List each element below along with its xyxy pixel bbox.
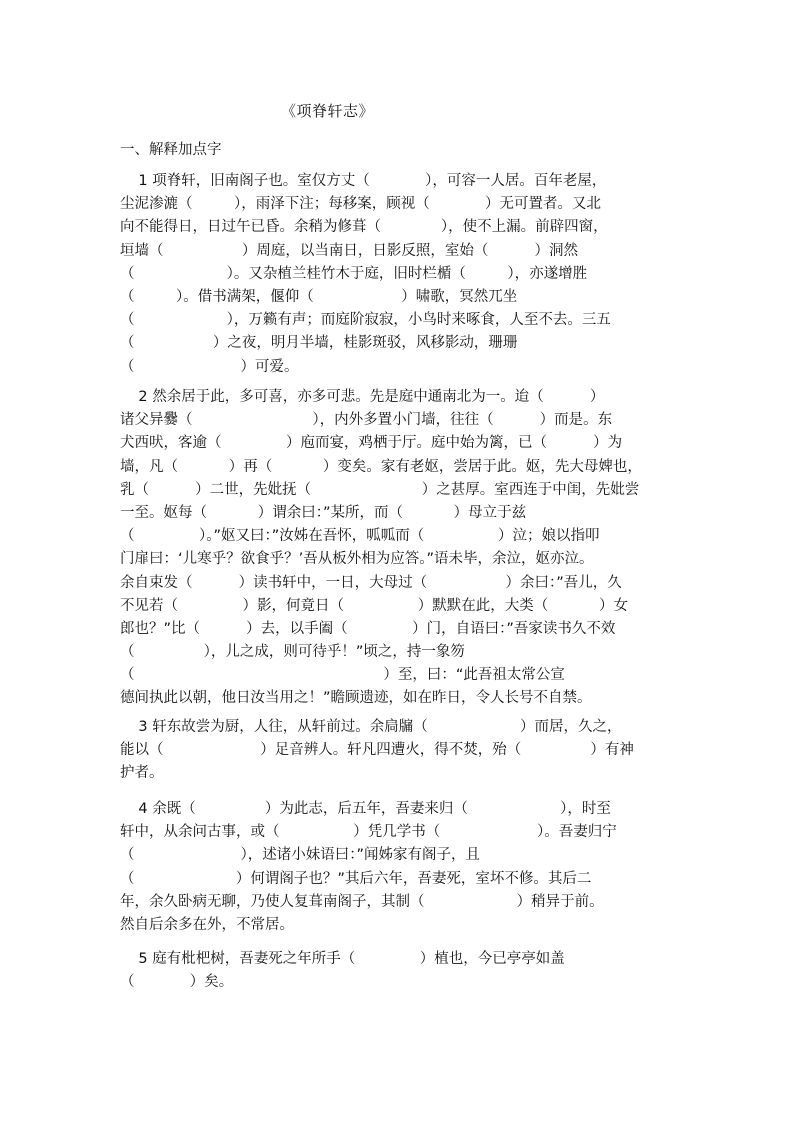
paragraph-line: （ ）至，曰：“此吾祖太常公宣 bbox=[120, 667, 565, 684]
section-heading: 一、解释加点字 bbox=[120, 142, 222, 158]
paragraph-line: （ ）何谓阁子也？”其后六年，吾妻死，室坏不修。其后二 bbox=[120, 870, 592, 887]
paragraph-line: （ ），儿之成，则可待乎！”顷之，持一象笏 bbox=[120, 644, 465, 661]
paragraph-line: 墙，凡（ ）再（ ）变矣。家有老妪，尝居于此。妪，先大母婢也， bbox=[120, 458, 642, 475]
paragraph-line: 年，余久卧病无聊，乃使人复葺南阁子，其制（ ）稍异于前。 bbox=[120, 893, 604, 910]
paragraph-line: 门扉曰：‘儿寒乎？欲食乎？’吾从板外相为应答。”语未毕，余泣，妪亦泣。 bbox=[120, 551, 594, 568]
paragraph-3 bbox=[120, 716, 700, 786]
paragraph-line: （ ）之夜，明月半墙，桂影斑驳，风移影动，珊珊 bbox=[120, 335, 518, 352]
paragraph-line: 郎也？”比（ ）去，以手阖（ ）门，自语曰：”吾家读书久不效 bbox=[120, 620, 616, 637]
paragraph-line: 德间执此以朝，他日汝当用之！”瞻顾遗迹，如在昨日，令人长号不自禁。 bbox=[120, 690, 592, 707]
paragraph-line: （ ）。又杂植兰桂竹木于庭，旧时栏楯（ ），亦遂增胜 bbox=[120, 265, 588, 282]
document-title: 《项脊轩志》 bbox=[281, 102, 375, 120]
paragraph-line: （ ），万籁有声；而庭阶寂寂，小鸟时来啄食，人至不去。三五 bbox=[120, 312, 611, 329]
paragraph-line: （ ）。借书满架，偃仰（ ）啸歌，冥然兀坐 bbox=[120, 288, 518, 305]
paragraph-line: 轩中，从余问古事，或（ ）凭几学书（ ）。吾妻归宁 bbox=[120, 824, 617, 841]
paragraph-line: 垣墙（ ）周庭，以当南日，日影反照，室始（ ）洞然 bbox=[120, 242, 578, 259]
paragraph-line: 3 轩东故尝为厨，人往，从轩前过。余扃牖（ ）而居，久之， bbox=[120, 719, 622, 735]
paragraph-line: 向不能得日，日过午已昏。余稍为修葺（ ），使不上漏。前辟四窗， bbox=[120, 219, 608, 236]
paragraph-line: 余自束发（ ）读书轩中，一日，大母过（ ）余曰：”吾儿，久 bbox=[120, 574, 622, 591]
paragraph-line: 犬西吠，客逾（ ）庖而宴，鸡栖于厅。庭中始为篱，已（ ）为 bbox=[120, 435, 623, 452]
paragraph-line: （ ）。”妪又曰：”汝姊在吾怀，呱呱而（ ）泣；娘以指叩 bbox=[120, 528, 600, 545]
paragraph-line: 尘泥渗漉（ ），雨泽下注；每移案，顾视（ ）无可置者。又北 bbox=[120, 196, 602, 213]
paragraph-line: 然自后余多在外，不常居。 bbox=[120, 916, 294, 933]
paragraph-line: 5 庭有枇杷树，吾妻死之年所手（ ）植也，今已亭亭如盖 bbox=[120, 951, 565, 967]
paragraph-line: 乳（ ）二世，先妣抚（ ）之甚厚。室西连于中闺，先妣尝 bbox=[120, 481, 640, 498]
paragraph-line: 4 余既（ ）为此志，后五年，吾妻来归（ ），时至 bbox=[120, 801, 611, 817]
paragraph-line: 能以（ ）足音辨人。轩凡四遭火，得不焚，殆（ ）有神 bbox=[120, 742, 634, 759]
paragraph-5 bbox=[120, 948, 700, 994]
paragraph-1 bbox=[120, 170, 700, 379]
paragraph-4 bbox=[120, 798, 700, 937]
paragraph-2 bbox=[120, 386, 700, 711]
paragraph-line: 不见若（ ）影，何竟日（ ）默默在此，大类（ ）女 bbox=[120, 597, 628, 614]
paragraph-line: （ ）矣。 bbox=[120, 974, 234, 991]
paragraph-line: 2 然余居于此，多可喜，亦多可悲。先是庭中通南北为一。迨（ ） bbox=[120, 389, 605, 405]
paragraph-line: （ ）可爱。 bbox=[120, 358, 299, 375]
paragraph-line: 一至。妪每（ ）谓余曰：”某所，而（ ）母立于兹 bbox=[120, 504, 527, 521]
paragraph-line: （ ），述诸小妹语曰：”闻姊家有阁子，且 bbox=[120, 847, 481, 864]
paragraph-line: 1 项脊轩，旧南阁子也。室仅方丈（ ），可容一人居。百年老屋， bbox=[120, 173, 607, 189]
paragraph-line: 诸父异爨（ ），内外多置小门墙，往往（ ）而是。东 bbox=[120, 412, 613, 429]
paragraph-line: 护者。 bbox=[120, 765, 164, 782]
